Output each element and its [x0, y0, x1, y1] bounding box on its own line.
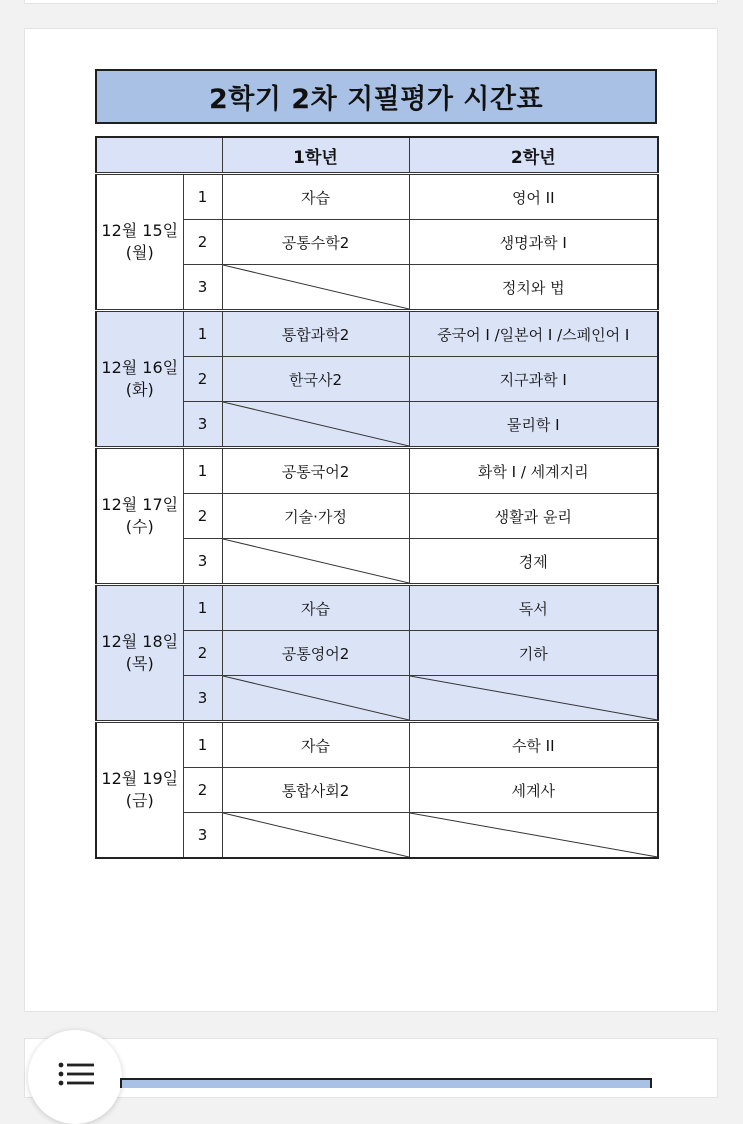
grade2-subject: 중국어 I /일본어 I /스페인어 I — [409, 311, 658, 357]
date-label: 12월 18일 — [101, 632, 179, 651]
grade2-subject: 생활과 윤리 — [409, 494, 658, 539]
next-card — [24, 1038, 718, 1098]
period-number: 3 — [183, 402, 222, 448]
grade2-subject: 수학 II — [409, 722, 658, 768]
period-number: 2 — [183, 220, 222, 265]
diagonal-slash — [223, 813, 409, 857]
weekday-label: (수) — [125, 517, 154, 536]
next-table-title-bar — [120, 1078, 652, 1088]
exam-schedule-table — [95, 136, 659, 859]
grade2-subject: 지구과학 I — [409, 357, 658, 402]
period-number: 1 — [183, 722, 222, 768]
grade1-subject: 기술·가정 — [222, 494, 409, 539]
grade1-subject: 통합과학2 — [222, 311, 409, 357]
header-grade1: 1학년 — [222, 137, 409, 174]
grade2-subject: 경제 — [409, 539, 658, 585]
diagonal-slash — [223, 265, 409, 309]
empty-slot-cell — [222, 676, 409, 722]
period-number: 1 — [183, 448, 222, 494]
grade1-subject: 자습 — [222, 722, 409, 768]
diagonal-slash — [410, 676, 658, 720]
schedule-title: 2학기 2차 지필평가 시간표 — [95, 69, 657, 124]
table-row — [96, 448, 658, 494]
period-number: 1 — [183, 585, 222, 631]
grade1-subject: 공통영어2 — [222, 631, 409, 676]
grade1-subject: 한국사2 — [222, 357, 409, 402]
period-number: 1 — [183, 174, 222, 220]
grade2-subject: 화학 I / 세계지리 — [409, 448, 658, 494]
table-row — [96, 722, 658, 768]
period-number: 3 — [183, 265, 222, 311]
grade1-subject: 통합사회2 — [222, 768, 409, 813]
period-number: 2 — [183, 631, 222, 676]
date-label: 12월 16일 — [101, 358, 179, 377]
grade2-subject: 생명과학 I — [409, 220, 658, 265]
table-row — [96, 174, 658, 220]
weekday-label: (목) — [125, 654, 154, 673]
diagonal-slash — [223, 539, 409, 583]
empty-slot-cell — [222, 265, 409, 311]
empty-slot-cell — [222, 402, 409, 448]
period-number: 2 — [183, 768, 222, 813]
grade1-subject: 공통수학2 — [222, 220, 409, 265]
table-row — [96, 311, 658, 357]
table-row — [96, 585, 658, 631]
grade2-subject: 세계사 — [409, 768, 658, 813]
diagonal-slash — [410, 813, 658, 857]
table-header-row — [96, 137, 658, 174]
grade2-subject: 기하 — [409, 631, 658, 676]
header-corner-cell — [96, 137, 222, 174]
period-number: 2 — [183, 357, 222, 402]
date-label: 12월 17일 — [101, 495, 179, 514]
empty-slot-cell — [222, 539, 409, 585]
date-label: 12월 15일 — [101, 221, 179, 240]
empty-slot-cell — [409, 813, 658, 859]
grade1-subject: 자습 — [222, 174, 409, 220]
period-number: 2 — [183, 494, 222, 539]
date-cell — [96, 722, 183, 859]
weekday-label: (화) — [125, 380, 154, 399]
date-cell — [96, 174, 183, 311]
grade1-subject: 자습 — [222, 585, 409, 631]
grade2-subject: 영어 II — [409, 174, 658, 220]
date-cell — [96, 585, 183, 722]
diagonal-slash — [223, 676, 409, 720]
period-number: 3 — [183, 539, 222, 585]
header-grade2: 2학년 — [409, 137, 658, 174]
grade2-subject: 정치와 법 — [409, 265, 658, 311]
empty-slot-cell — [409, 676, 658, 722]
date-label: 12월 19일 — [101, 769, 179, 788]
date-cell — [96, 311, 183, 448]
period-number: 3 — [183, 676, 222, 722]
period-number: 1 — [183, 311, 222, 357]
empty-slot-cell — [222, 813, 409, 859]
grade2-subject: 독서 — [409, 585, 658, 631]
grade2-subject: 물리학 I — [409, 402, 658, 448]
list-icon — [58, 1062, 94, 1086]
period-number: 3 — [183, 813, 222, 859]
weekday-label: (월) — [125, 243, 154, 262]
diagonal-slash — [223, 402, 409, 446]
grade1-subject: 공통국어2 — [222, 448, 409, 494]
previous-card — [24, 0, 718, 4]
date-cell — [96, 448, 183, 585]
weekday-label: (금) — [125, 791, 154, 810]
